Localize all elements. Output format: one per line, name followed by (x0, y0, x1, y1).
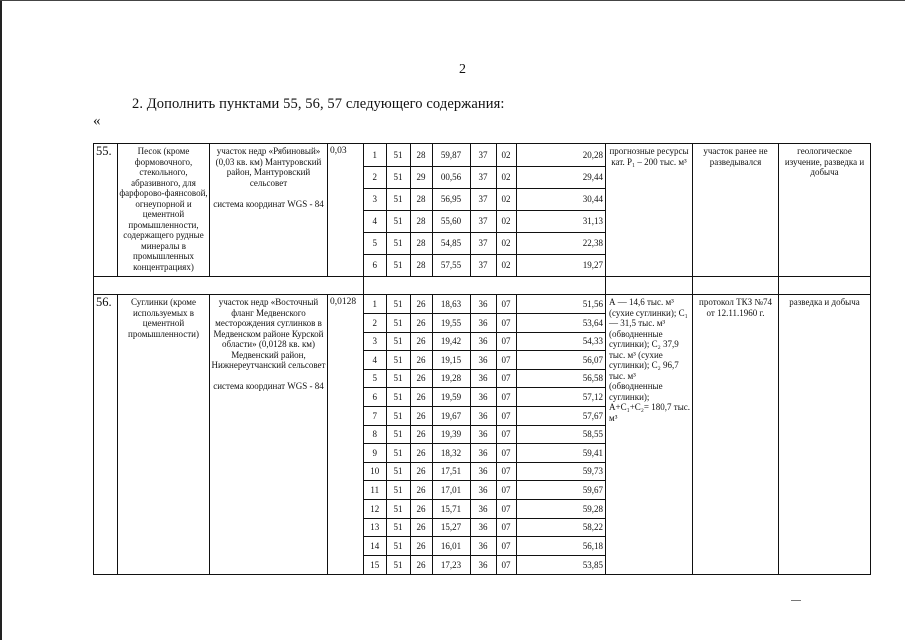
coordinate-value: 36 (470, 314, 496, 333)
coordinate-value: 19,59 (432, 388, 470, 407)
reserves-cell: А — 14,6 тыс. м³ (сухие суглинки); С₁ — 31,5 тыс. м³ (обводненные суглинки); С₂ 37,9 тыс. м³ (сухие суглинки); С₂ 96,7 тыс. м³ (обводненные суглинки); А+С₁+С₂= 180,7 тыс. м³ (606, 295, 693, 575)
coordinate-value: 51,56 (516, 295, 605, 314)
coordinate-value: 26 (410, 537, 432, 556)
coordinate-point-row (364, 425, 605, 444)
opening-quote-mark: « (93, 113, 101, 129)
coordinate-point-row (364, 407, 605, 426)
coordinate-value: 51 (386, 407, 410, 426)
coordinate-value: 51 (386, 555, 410, 574)
coordinate-point-row (364, 444, 605, 463)
coordinate-point-row (364, 295, 605, 314)
point-number: 3 (364, 188, 386, 210)
coordinate-value: 51 (386, 518, 410, 537)
coordinate-value: 36 (470, 332, 496, 351)
coordinate-value: 36 (470, 500, 496, 519)
coordinate-value: 19,55 (432, 314, 470, 333)
coordinate-value: 53,85 (516, 555, 605, 574)
coordinate-value: 28 (410, 188, 432, 210)
point-number: 9 (364, 444, 386, 463)
coordinate-value: 51 (386, 295, 410, 314)
coordinate-value: 07 (496, 444, 516, 463)
coordinate-value: 26 (410, 555, 432, 574)
coordinate-value: 02 (496, 232, 516, 254)
coordinate-value: 36 (470, 295, 496, 314)
coordinate-value: 07 (496, 351, 516, 370)
coordinate-value: 56,58 (516, 369, 605, 388)
purpose-cell: геологическое изучение, разведка и добыча (779, 144, 871, 277)
page-number: 2 (459, 62, 466, 77)
coordinate-value: 17,01 (432, 481, 470, 500)
point-number: 10 (364, 462, 386, 481)
coordinate-value: 19,39 (432, 425, 470, 444)
coordinate-value: 36 (470, 407, 496, 426)
coordinate-value: 36 (470, 388, 496, 407)
point-number: 13 (364, 518, 386, 537)
coordinate-value: 30,44 (516, 188, 605, 210)
coordinate-value: 58,55 (516, 425, 605, 444)
coordinate-value: 07 (496, 537, 516, 556)
coordinate-value: 07 (496, 518, 516, 537)
point-number: 8 (364, 425, 386, 444)
coordinate-value: 07 (496, 555, 516, 574)
coordinate-value: 36 (470, 369, 496, 388)
coordinate-value: 51 (386, 332, 410, 351)
area-cell: 0,03 (328, 144, 364, 277)
coordinate-point-row (364, 332, 605, 351)
coordinate-value: 15,71 (432, 500, 470, 519)
coordinate-point-row (364, 314, 605, 333)
scan-edge-top (0, 0, 905, 1)
coordinate-value: 51 (386, 481, 410, 500)
point-number: 12 (364, 500, 386, 519)
coordinate-value: 51 (386, 210, 410, 232)
coordinate-value: 51 (386, 425, 410, 444)
status-cell: протокол ТКЗ №74 от 12.11.1960 г. (693, 295, 779, 575)
coordinates-table (364, 295, 605, 574)
coordinate-value: 26 (410, 481, 432, 500)
coordinate-value: 51 (386, 500, 410, 519)
row-number: 55. (94, 144, 118, 277)
coordinate-point-row (364, 254, 605, 276)
coordinate-value: 02 (496, 166, 516, 188)
coordinate-value: 36 (470, 518, 496, 537)
coordinate-value: 19,27 (516, 254, 605, 276)
point-number: 11 (364, 481, 386, 500)
coordinate-point-row (364, 388, 605, 407)
area-cell: 0,0128 (328, 295, 364, 575)
coordinate-value: 51 (386, 388, 410, 407)
coordinate-value: 19,28 (432, 369, 470, 388)
coordinate-value: 59,41 (516, 444, 605, 463)
coordinate-value: 58,22 (516, 518, 605, 537)
coordinate-point-row (364, 518, 605, 537)
coordinate-value: 07 (496, 481, 516, 500)
coordinate-value: 59,67 (516, 481, 605, 500)
coordinate-value: 07 (496, 425, 516, 444)
coordinate-value: 51 (386, 232, 410, 254)
coordinate-value: 51 (386, 188, 410, 210)
coordinate-value: 22,38 (516, 232, 605, 254)
coordinate-value: 37 (470, 188, 496, 210)
coordinate-value: 07 (496, 314, 516, 333)
coordinate-value: 15,27 (432, 518, 470, 537)
row-separator (94, 277, 871, 295)
point-number: 2 (364, 314, 386, 333)
table-row-56 (94, 295, 871, 575)
mineral-cell: Суглинки (кроме используемых в цементной промышленности) (118, 295, 210, 575)
coordinate-point-row (364, 500, 605, 519)
coordinate-value: 59,73 (516, 462, 605, 481)
coordinate-value: 36 (470, 481, 496, 500)
point-number: 1 (364, 295, 386, 314)
coordinate-value: 56,18 (516, 537, 605, 556)
coordinate-value: 28 (410, 254, 432, 276)
point-number: 4 (364, 351, 386, 370)
coordinate-value: 26 (410, 500, 432, 519)
coordinate-value: 07 (496, 500, 516, 519)
coordinate-point-row (364, 166, 605, 188)
point-number: 6 (372, 260, 377, 270)
coordinates-cell (364, 144, 606, 277)
coordinate-value: 51 (386, 254, 410, 276)
point-number: 2 (364, 166, 386, 188)
coordinate-point-row (364, 481, 605, 500)
deposits-table (93, 143, 871, 575)
point-number: 5 (364, 232, 386, 254)
coordinate-value: 28 (410, 232, 432, 254)
coordinate-value: 26 (410, 462, 432, 481)
table-row-55 (94, 144, 871, 277)
coordinate-value: 29,44 (516, 166, 605, 188)
coordinate-value: 18,32 (432, 444, 470, 463)
coordinate-value: 51 (386, 166, 410, 188)
coordinate-value: 57,12 (516, 388, 605, 407)
coordinate-point-row (364, 462, 605, 481)
coordinate-value: 51 (386, 369, 410, 388)
point-number: 1 (364, 144, 386, 166)
coordinate-value: 17,23 (432, 555, 470, 574)
coordinate-value: 51 (386, 144, 410, 166)
coordinate-value: 26 (410, 351, 432, 370)
amendment-heading: 2. Дополнить пунктами 55, 56, 57 следующего содержания: (132, 96, 505, 112)
coordinate-value: 19,15 (432, 351, 470, 370)
coordinate-value: 51 (386, 462, 410, 481)
coordinate-value: 36 (470, 425, 496, 444)
coordinate-value: 16,01 (432, 537, 470, 556)
coordinate-value: 26 (410, 332, 432, 351)
coordinate-point-row (364, 351, 605, 370)
coordinate-value: 02 (496, 254, 516, 276)
site-cell: участок недр «Рябиновый» (0,03 кв. км) Мантуровский район, Мантуровский сельсовет система координат WGS - 84 (210, 144, 328, 277)
coordinate-value: 36 (470, 444, 496, 463)
coordinate-value: 37 (470, 210, 496, 232)
point-number: 5 (364, 369, 386, 388)
coordinate-point-row (364, 144, 605, 166)
mineral-cell: Песок (кроме формовочного, стекольного, абразивного, для фарфорово-фаянсовой, огнеупорной и цементной промышленности, содержащего рудные минералы в промышленных концентрациях) (118, 144, 210, 277)
coordinate-value: 26 (410, 314, 432, 333)
coordinate-value: 07 (496, 332, 516, 351)
coordinate-value: 00,56 (432, 166, 470, 188)
scan-artifact (791, 600, 801, 601)
point-number: 6 (364, 388, 386, 407)
scan-edge (0, 0, 2, 640)
coordinate-value: 37 (470, 144, 496, 166)
coordinate-value: 37 (470, 166, 496, 188)
coordinate-value: 07 (496, 388, 516, 407)
coordinate-value: 36 (470, 537, 496, 556)
coordinate-value: 53,64 (516, 314, 605, 333)
coordinate-value: 07 (496, 295, 516, 314)
point-number: 7 (364, 407, 386, 426)
coordinate-point-row (364, 210, 605, 232)
row-number: 56. (94, 295, 118, 575)
coordinate-value: 02 (496, 144, 516, 166)
site-cell: участок недр «Восточный фланг Медвенского месторождения суглинков в Медвенском районе Курской области» (0,0128 кв. км) Медвенский район, Нижнереутчанский сельсовет система координат WGS - 84 (210, 295, 328, 575)
coordinate-value: 56,95 (432, 188, 470, 210)
coordinate-value: 26 (410, 444, 432, 463)
coordinate-value: 57,67 (516, 407, 605, 426)
coordinate-value: 07 (496, 369, 516, 388)
coordinate-point-row (364, 369, 605, 388)
coordinate-value: 26 (410, 295, 432, 314)
coordinate-value: 36 (470, 351, 496, 370)
coordinate-value: 54,33 (516, 332, 605, 351)
coordinate-value: 07 (496, 462, 516, 481)
coordinate-point-row (364, 188, 605, 210)
coordinate-value: 51 (386, 537, 410, 556)
coordinate-value: 51 (386, 314, 410, 333)
point-number: 15 (370, 559, 380, 570)
coordinate-value: 18,63 (432, 295, 470, 314)
coordinates-cell (364, 295, 606, 575)
coordinate-value: 26 (410, 425, 432, 444)
coordinate-value: 57,55 (432, 254, 470, 276)
coordinate-point-row (364, 555, 605, 574)
coordinate-value: 36 (470, 462, 496, 481)
coordinate-value: 37 (470, 232, 496, 254)
coordinate-value: 26 (410, 369, 432, 388)
point-number: 4 (364, 210, 386, 232)
coordinate-value: 26 (410, 518, 432, 537)
coordinate-point-row (364, 232, 605, 254)
coordinate-value: 20,28 (516, 144, 605, 166)
coordinate-value: 26 (410, 407, 432, 426)
point-number: 14 (364, 537, 386, 556)
coordinate-value: 26 (410, 388, 432, 407)
status-cell: участок ранее не разведывался (693, 144, 779, 277)
coordinate-value: 54,85 (432, 232, 470, 254)
purpose-cell: разведка и добыча (779, 295, 871, 575)
coordinate-value: 29 (410, 166, 432, 188)
coordinates-table (364, 144, 605, 276)
coordinate-value: 37 (470, 254, 496, 276)
coordinate-value: 02 (496, 188, 516, 210)
coordinate-value: 02 (496, 210, 516, 232)
coordinate-value: 28 (410, 210, 432, 232)
coordinate-value: 31,13 (516, 210, 605, 232)
coordinate-value: 51 (386, 351, 410, 370)
coordinate-value: 19,67 (432, 407, 470, 426)
coordinate-value: 56,07 (516, 351, 605, 370)
reserves-cell: прогнозные ресурсы кат. P₁ – 200 тыс. м³ (606, 144, 693, 277)
coordinate-value: 19,42 (432, 332, 470, 351)
coordinate-value: 17,51 (432, 462, 470, 481)
coordinate-value: 55,60 (432, 210, 470, 232)
coordinate-value: 28 (410, 144, 432, 166)
coordinate-value: 59,28 (516, 500, 605, 519)
coordinate-point-row (364, 537, 605, 556)
coordinate-value: 59,87 (432, 144, 470, 166)
coordinate-value: 51 (386, 444, 410, 463)
coordinate-value: 07 (496, 407, 516, 426)
point-number: 3 (364, 332, 386, 351)
coordinate-value: 36 (470, 555, 496, 574)
